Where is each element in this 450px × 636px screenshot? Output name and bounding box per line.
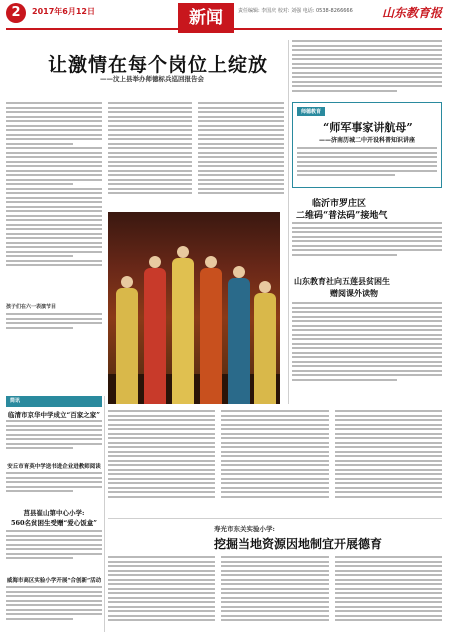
- brief-2-body: [6, 472, 102, 502]
- brief-4-headline: 威海市高区实验小学开展“合创新”活动: [6, 578, 102, 584]
- linyi-headline-line2: 二维码“普法码”接地气: [296, 211, 388, 221]
- shouguang-headline-small: 寿光市东关实验小学:: [214, 525, 275, 533]
- brief-2-headline: 安丘市育英中学送书进企业进教师阅读: [7, 464, 101, 470]
- main-article-col-1: [6, 102, 102, 288]
- header-divider: [6, 28, 442, 30]
- photo-caption-block: [6, 300, 102, 336]
- middle-article-body: [108, 410, 442, 514]
- box-headline: “师军事家讲航母”: [323, 121, 413, 134]
- column-divider-right: [288, 40, 289, 404]
- brief-1-headline: 临清市京华中学成立“百家之家”: [8, 411, 100, 419]
- box-tag: 师德教育: [297, 107, 325, 116]
- linyi-article-body: [292, 222, 442, 268]
- main-headline: 让激情在每个岗位上绽放: [48, 54, 269, 76]
- brief-1-body: [6, 420, 102, 458]
- top-right-col: [292, 40, 442, 98]
- editor-info: 责任编辑: 李国庆 校对: 刘强 电话: 0538-8266666: [238, 8, 353, 14]
- page-header: [0, 0, 450, 38]
- shandong-headline-line1: 山东教育社向五莲县贫困生: [294, 276, 390, 286]
- performance-photo: [108, 212, 280, 404]
- briefs-tag: 简讯: [6, 396, 102, 407]
- main-article-col-3: [198, 102, 284, 208]
- brief-3-body: [6, 530, 102, 570]
- brief-4-body: [6, 586, 102, 632]
- photo-caption: 孩子们在六一表演节目: [6, 304, 57, 310]
- issue-date: 2017年6月12日: [32, 7, 95, 16]
- main-article-col-2: [108, 102, 192, 208]
- linyi-headline-line1: 临沂市罗庄区: [312, 199, 367, 209]
- brief-3-headline: 莒县崔山第中心小学:: [23, 509, 85, 517]
- shouguang-divider: [108, 518, 442, 519]
- page-number: 2: [6, 3, 26, 23]
- section-title: 新闻: [178, 3, 234, 33]
- main-subhead: ——汶上县举办师德标兵巡回报告会: [100, 75, 204, 83]
- newspaper-logo: 山东教育报: [381, 6, 442, 20]
- shandong-headline-line2: 赠阅课外读物: [330, 288, 378, 298]
- shandong-article-body: [292, 302, 442, 404]
- right-feature-box: [292, 102, 442, 188]
- shouguang-headline: 挖掘当地资源因地制宜开展德育: [214, 537, 383, 551]
- shouguang-article-body: [108, 556, 442, 632]
- brief-3-headline2: 560名贫困生受赠“爱心饭盒”: [10, 519, 98, 527]
- box-subhead: ——济南历城二中开设科普知识讲座: [319, 137, 416, 144]
- column-divider-left: [104, 396, 105, 632]
